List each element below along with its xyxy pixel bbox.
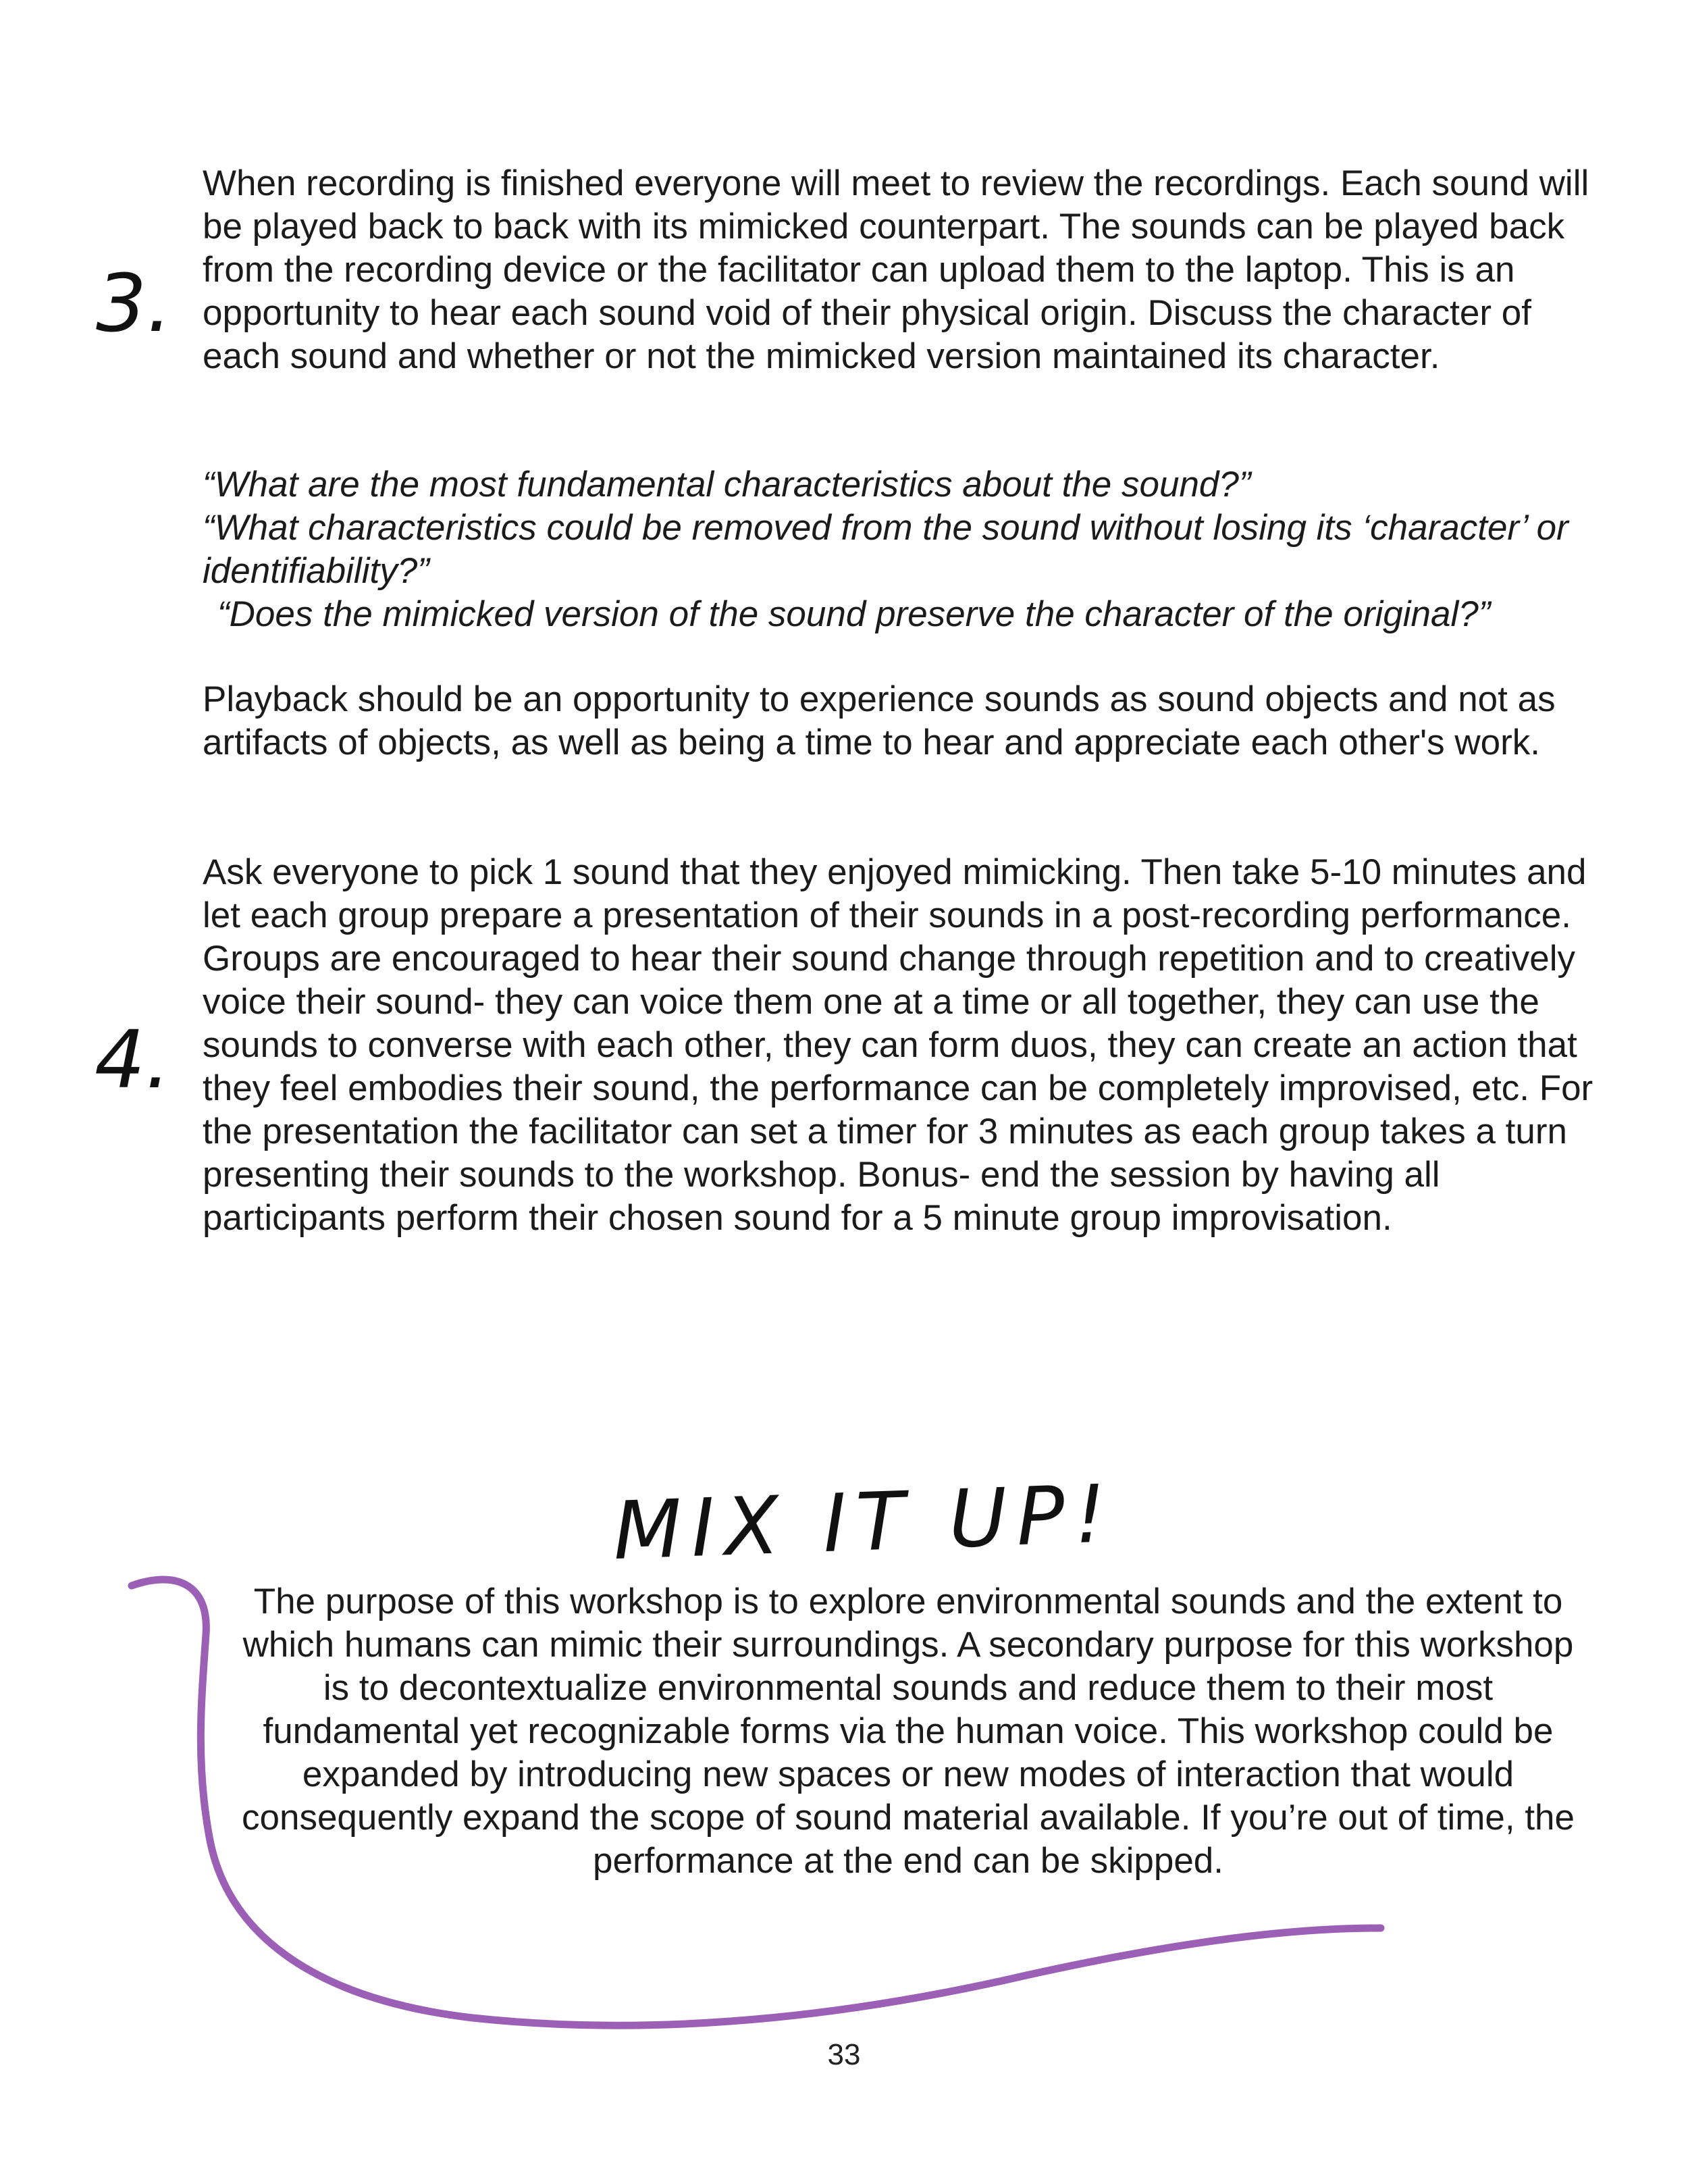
step-3-paragraph: When recording is finished everyone will meet to review the recordings. Each sound will be played back to back with its mimicked counterpart. The sounds can be played back from the recording device or the facilitator can upload them to the laptop. This is an opportunity to hear each sound void of their physical origin. Discuss the character of each sound and whether or not the mimicked version maintained its character. xyxy=(203,163,1589,376)
step-number-3: 3. xyxy=(96,257,172,350)
question-3: “Does the mimicked version of the sound preserve the character of the original?” xyxy=(217,594,1491,634)
mix-it-up-heading: MIX IT UP! xyxy=(611,1467,1117,1578)
step-number-4: 4. xyxy=(95,1013,171,1106)
step-4-paragraph: Ask everyone to pick 1 sound that they enjoyed mimicking. Then take 5-10 minutes and let each group prepare a presentation of their sounds in a post-recording performance. Groups are encouraged to hear their sound change through repetition and to creatively voice their sound- they can voice them one at a time or all together, they can use the sounds to converse with each other, they can form duos, they can create an action that they feel embodies their sound, the performance can be completely improvised, etc. For the presentation the facilitator can set a timer for 3 minutes as each group takes a turn presenting their sounds to the workshop. Bonus- end the session by having all participants perform their chosen sound for a 5 minute group improvisation. xyxy=(203,852,1593,1238)
question-2: “What characteristics could be removed from the sound without losing its ‘character’ or identifiability?” xyxy=(203,508,1568,591)
discussion-questions xyxy=(203,463,1593,636)
page-number: 33 xyxy=(827,2038,861,2071)
question-1: “What are the most fundamental characteristics about the sound?” xyxy=(203,465,1251,504)
mix-it-up-paragraph: The purpose of this workshop is to explore environmental sounds and the extent to which humans can mimic their surroundings. A secondary purpose for this workshop is to decontextualize environmental sounds and reduce them to their most fundamental yet recognizable forms via the human voice. This workshop could be expanded by introducing new spaces or new modes of interaction that would consequently expand the scope of sound material available. If you’re out of time, the performance at the end can be skipped. xyxy=(242,1582,1575,1881)
playback-paragraph: Playback should be an opportunity to experience sounds as sound objects and not as artifacts of objects, as well as being a time to hear and appreciate each other's work. xyxy=(203,679,1556,762)
